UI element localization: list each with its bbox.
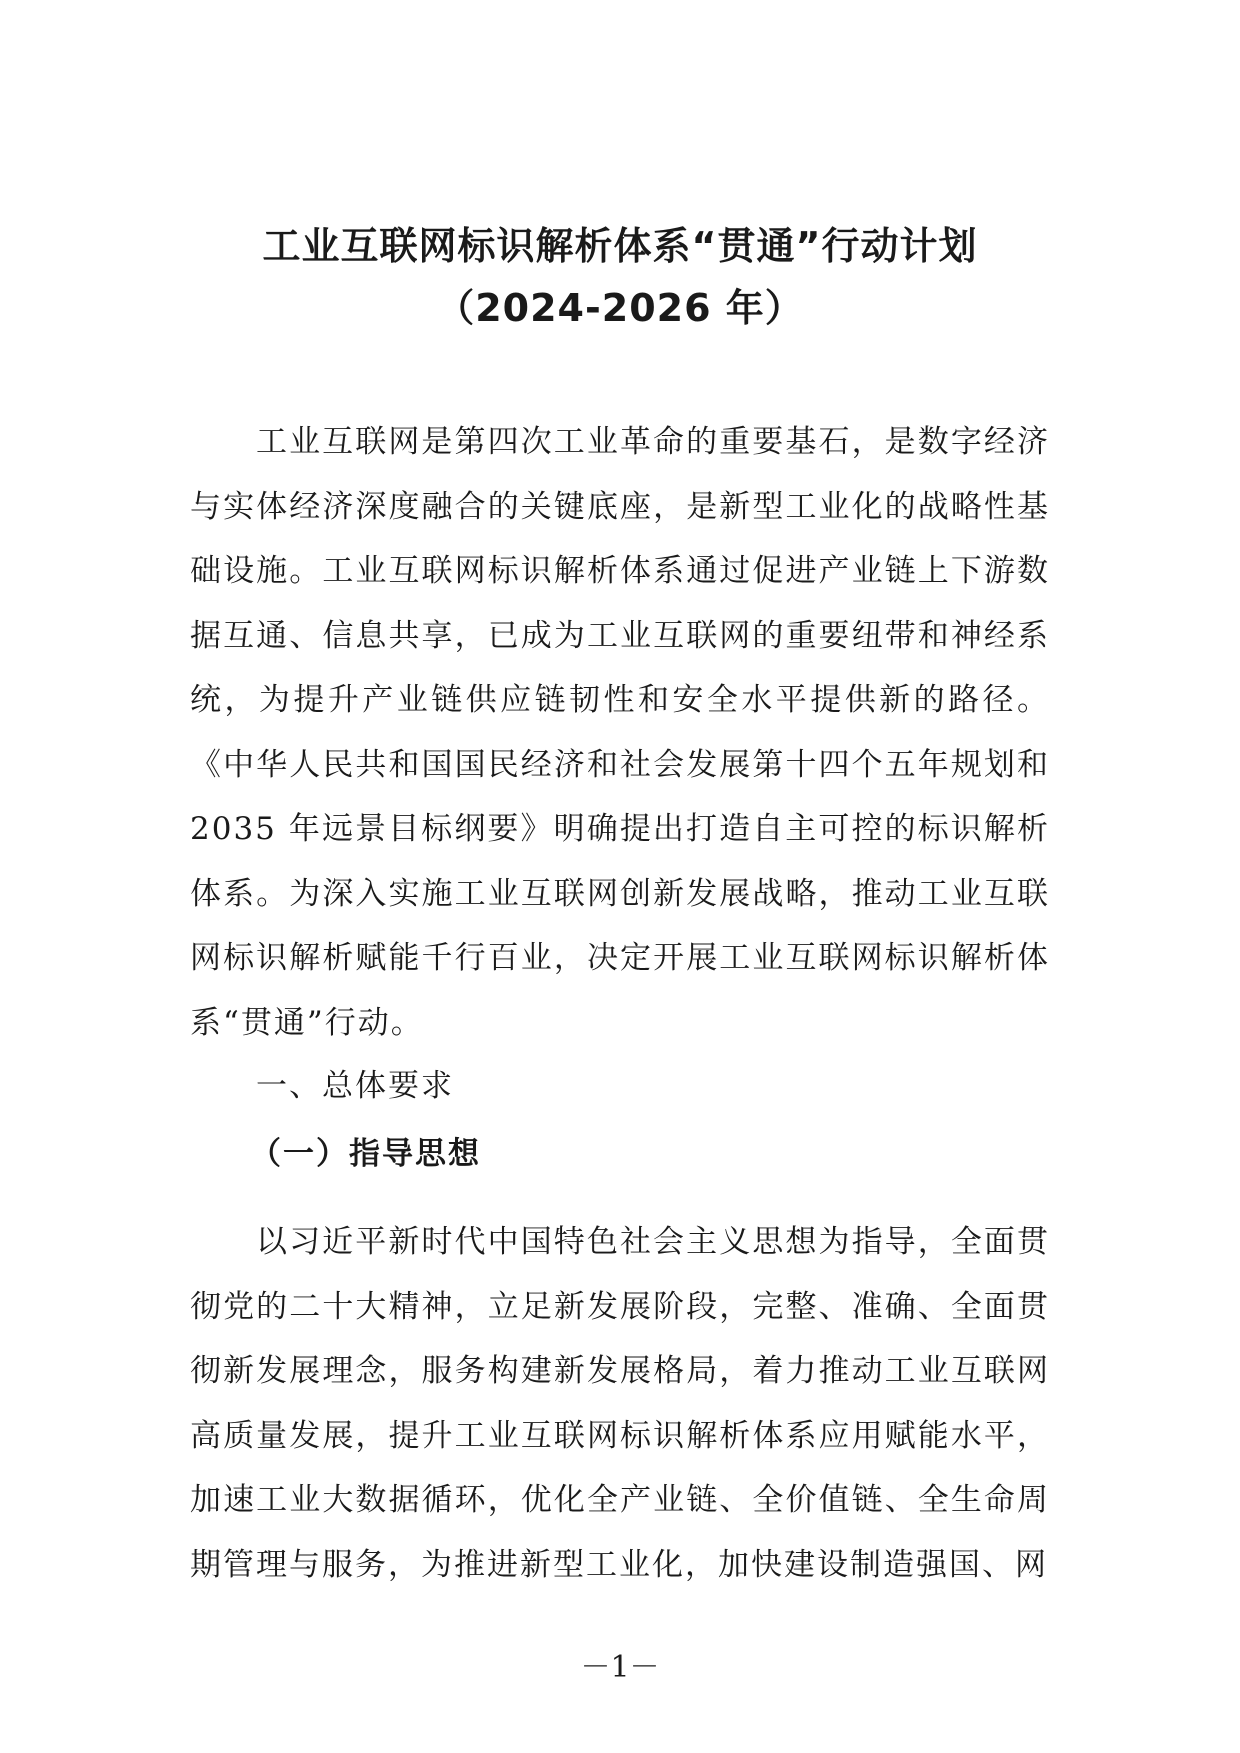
document-subtitle: （2024-2026 年） [436,286,804,330]
guiding-paragraph: 以习近平新时代中国特色社会主义思想为指导，全面贯彻党的二十大精神，立足新发展阶段，完整、准确、全面贯彻新发展理念，服务构建新发展格局，着力推动工业互联网高质量发展，提升工业互联网标识解析体系应用赋能水平，加速工业大数据循环，优化全产业链、全价值链、全生命周期管理与服务，为推进新型工业化，加快建设制造强国、网 [190,1224,1050,1583]
document-title: 工业互联网标识解析体系“贯通”行动计划 [262,224,978,268]
subsection-heading: （一）指导思想 [250,1136,481,1172]
intro-paragraph: 工业互联网是第四次工业革命的重要基石，是数字经济与实体经济深度融合的关键底座，是新型工业化的战略性基础设施。工业互联网标识解析体系通过促进产业链上下游数据互通、信息共享，已成为工业互联网的重要纽带和神经系统，为提升产业链供应链韧性和安全水平提供新的路径。《中华人民共和国国民经济和社会发展第十四个五年规划和2035 年远景目标纲要》明确提出打造自主可控的标识解析体系。为深入实施工业互联网创新发展战略，推动工业互联网标识解析赋能千行百业，决定开展工业互联网标识解析体系“贯通”行动。 [190,424,1050,1041]
page-number: －1－ [580,1650,660,1685]
section-heading: 一、总体要求 [256,1068,454,1104]
